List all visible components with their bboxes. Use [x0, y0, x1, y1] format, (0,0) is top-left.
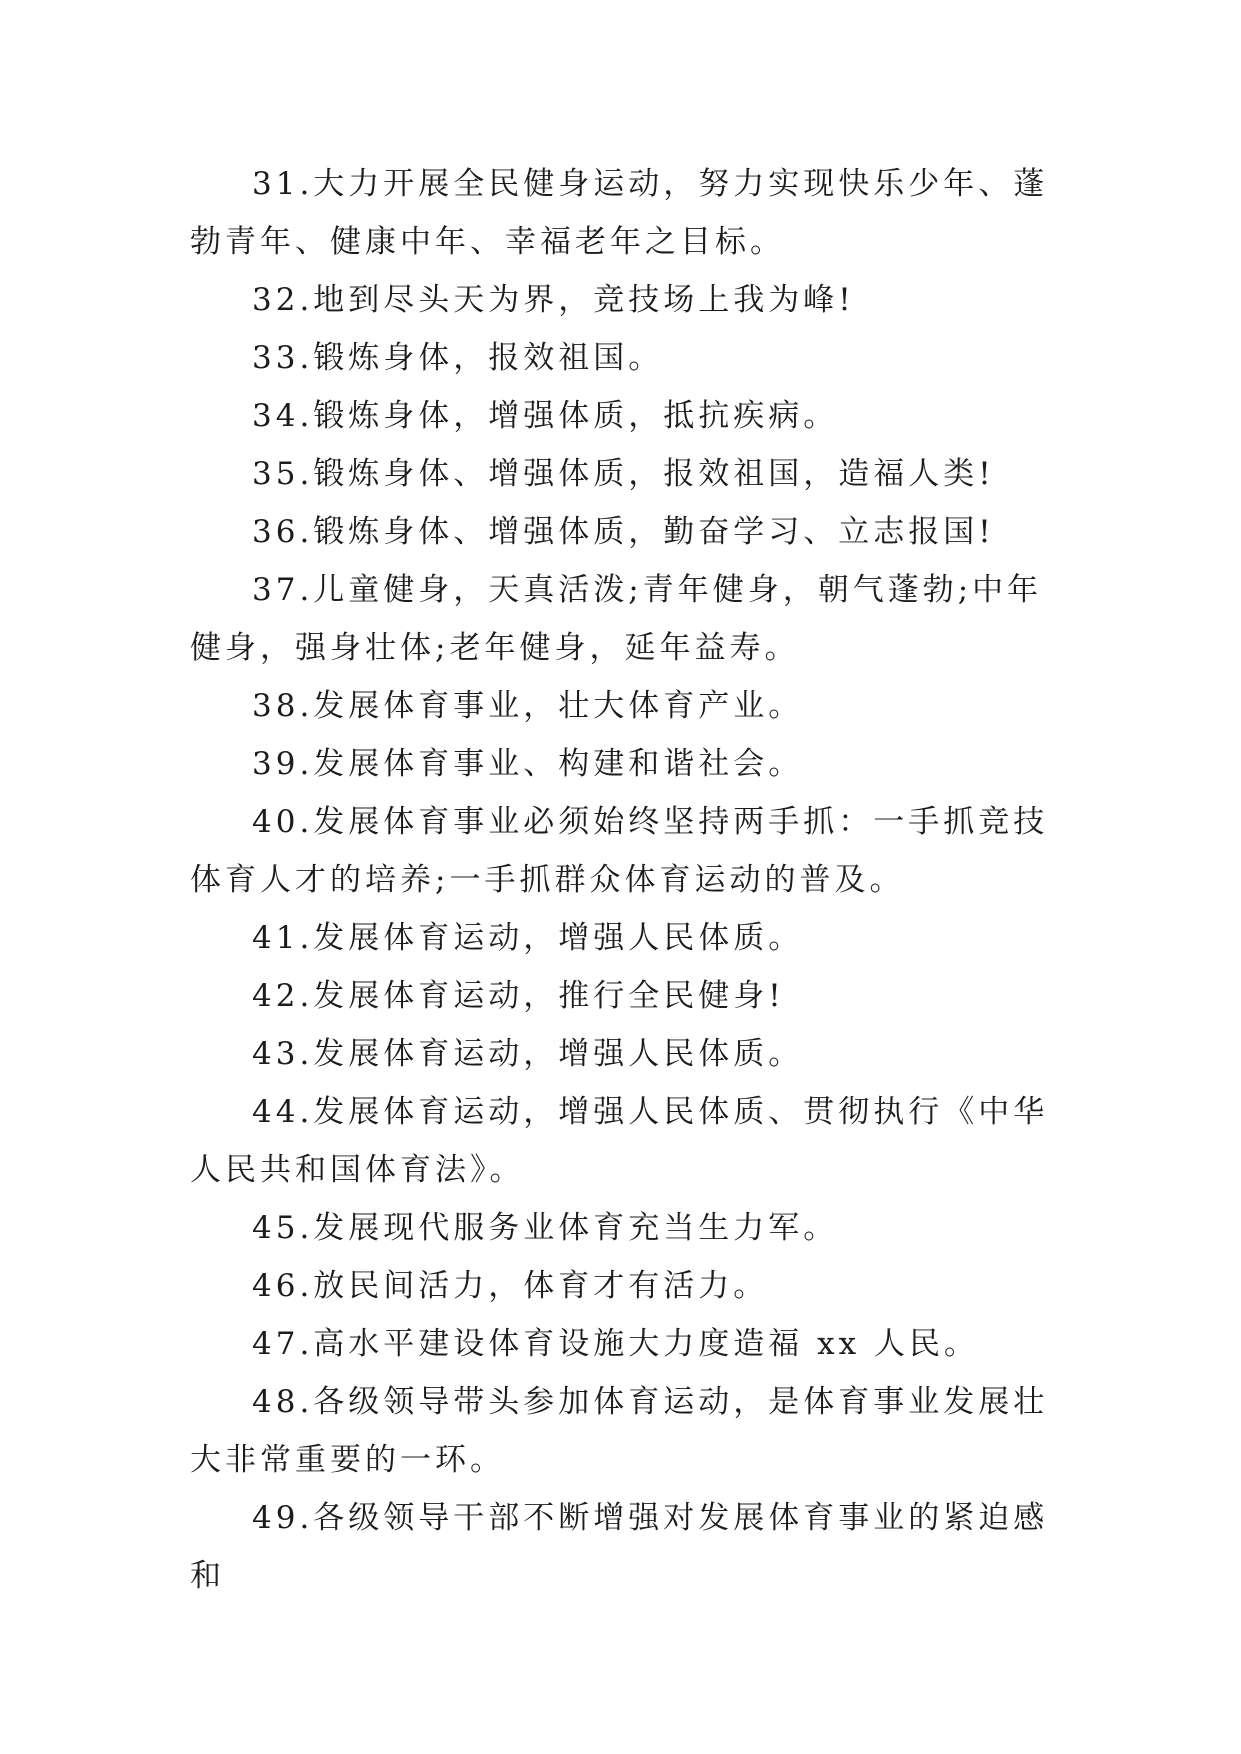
paragraph-44: 44.发展体育运动，增强人民体质、贯彻执行《中华人民共和国体育法》。: [190, 1094, 1049, 1188]
paragraph-31: 31.大力开展全民健身运动，努力实现快乐少年、蓬勃青年、健康中年、幸福老年之目标。: [190, 166, 1049, 260]
paragraph-47: 47.高水平建设体育设施大力度造福 xx 人民。: [252, 1326, 979, 1362]
paragraph-33: 33.锻炼身体，报效祖国。: [252, 340, 664, 376]
paragraph-38: 38.发展体育事业，壮大体育产业。: [252, 688, 804, 724]
paragraph-37: 37.儿童健身，天真活泼;青年健身，朝气蓬勃;中年健身，强身壮体;老年健身，延年益寿。: [190, 572, 1043, 666]
paragraph-46: 46.放民间活力，体育才有活力。: [252, 1268, 769, 1304]
paragraph-49: 49.各级领导干部不断增强对发展体育事业的紧迫感和: [190, 1500, 1049, 1594]
paragraph-42: 42.发展体育运动，推行全民健身!: [252, 978, 785, 1014]
paragraph-32: 32.地到尽头天为界，竞技场上我为峰!: [252, 282, 855, 318]
paragraph-43: 43.发展体育运动，增强人民体质。: [252, 1036, 804, 1072]
paragraph-48: 48.各级领导带头参加体育运动，是体育事业发展壮大非常重要的一环。: [190, 1384, 1049, 1478]
paragraph-39: 39.发展体育事业、构建和谐社会。: [252, 746, 804, 782]
paragraph-40: 40.发展体育事业必须始终坚持两手抓：一手抓竞技体育人才的培养;一手抓群众体育运动的普及。: [190, 804, 1049, 898]
paragraph-36: 36.锻炼身体、增强体质，勤奋学习、立志报国!: [252, 514, 995, 550]
paragraph-45: 45.发展现代服务业体育充当生力军。: [252, 1210, 839, 1246]
document-body: [190, 155, 1050, 1605]
paragraph-41: 41.发展体育运动，增强人民体质。: [252, 920, 804, 956]
paragraph-35: 35.锻炼身体、增强体质，报效祖国，造福人类!: [252, 456, 995, 492]
paragraph-34: 34.锻炼身体，增强体质，抵抗疾病。: [252, 398, 839, 434]
